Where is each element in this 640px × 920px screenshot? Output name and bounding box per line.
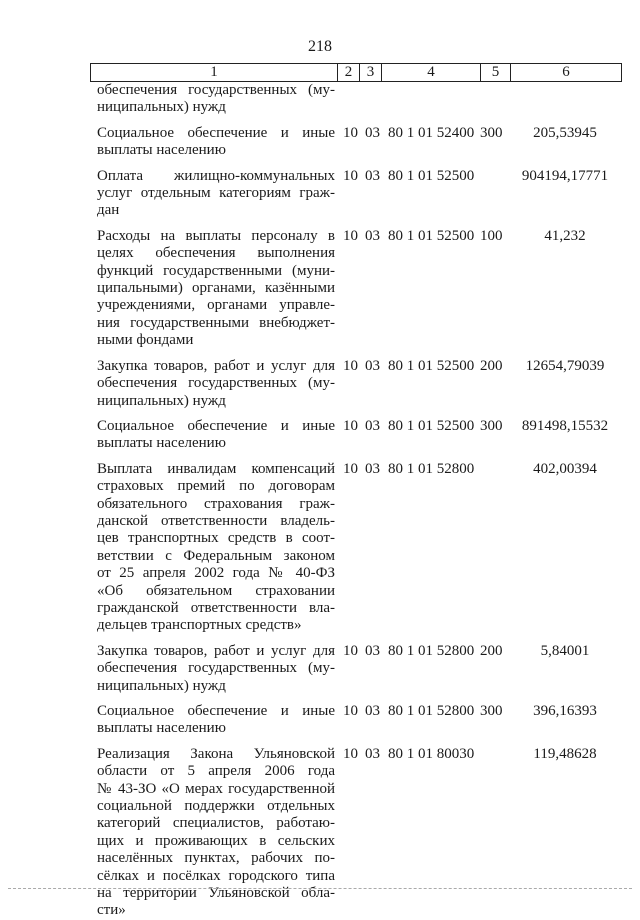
table-row — [0, 358, 640, 410]
row-description — [97, 461, 335, 635]
header-col-2: 2 — [338, 64, 360, 82]
table-body — [0, 82, 640, 920]
subsection-code: 03 — [365, 417, 380, 434]
description-line: сёлках и посёлках городского типа — [97, 867, 335, 884]
table-row — [0, 643, 640, 695]
expense-type-code: 100 — [480, 227, 503, 244]
table-row — [0, 125, 640, 160]
description-line: целях обеспечения выполнения — [97, 245, 335, 262]
description-line: услуг отдельным категориям граж- — [97, 185, 335, 202]
target-article-code: 80 1 01 52500 — [388, 357, 475, 374]
description-line: ципальными) органами, казёнными — [97, 280, 335, 297]
section-code: 10 — [343, 745, 358, 762]
subsection-code: 03 — [365, 460, 380, 477]
target-article-code: 80 1 01 52500 — [388, 227, 475, 244]
description-line: обязательного страхования граж- — [97, 495, 335, 512]
description-line: социальной поддержки отдельных — [97, 798, 335, 815]
description-line: функций государственными (муни- — [97, 262, 335, 279]
description-line: учреждениями, органами управле- — [97, 297, 335, 314]
expense-type-code: 200 — [480, 357, 503, 374]
description-line: ниципальных) нужд — [97, 392, 226, 409]
expense-type-code: 300 — [480, 703, 503, 719]
section-code: 10 — [343, 417, 358, 434]
table-row — [0, 746, 640, 920]
description-line: цев транспортных средств в соот- — [97, 530, 335, 547]
row-description — [97, 358, 335, 410]
description-line: обеспечения государственных (му- — [97, 82, 335, 98]
subsection-code: 03 — [365, 227, 380, 244]
description-line: Реализация Закона Ульяновской — [97, 745, 335, 762]
target-article-code: 80 1 01 52800 — [388, 703, 475, 719]
amount: 396,16393 — [533, 703, 597, 719]
row-description — [97, 746, 335, 920]
description-line: обеспечения государственных (му- — [97, 375, 335, 392]
section-code: 10 — [343, 642, 358, 659]
description-line: обеспечения государственных (му- — [97, 660, 335, 677]
subsection-code: 03 — [365, 703, 380, 719]
amount: 402,00394 — [533, 460, 597, 477]
target-article-code: 80 1 01 52500 — [388, 417, 475, 434]
description-line: категорий специалистов, работаю- — [97, 815, 335, 832]
description-line: дельцев транспортных средств» — [97, 617, 302, 634]
row-description — [97, 125, 335, 160]
description-line: Оплата жилищно-коммунальных — [97, 167, 335, 184]
section-code: 10 — [343, 460, 358, 477]
amount: 891498,15532 — [521, 417, 609, 434]
table-row — [0, 461, 640, 635]
amount: 12654,79039 — [525, 357, 605, 374]
subsection-code: 03 — [365, 357, 380, 374]
row-description — [97, 168, 335, 220]
description-line: Закупка товаров, работ и услуг для — [97, 357, 335, 374]
page-number: 218 — [308, 38, 332, 55]
header-col-3: 3 — [360, 64, 382, 82]
description-line: выплаты населению — [97, 142, 226, 159]
amount: 41,232 — [544, 227, 586, 244]
table-row — [0, 82, 640, 117]
description-line: гражданской ответственности вла- — [97, 599, 335, 616]
description-line: щих и проживающих в сельских — [97, 832, 335, 849]
target-article-code: 80 1 01 52800 — [388, 642, 475, 659]
target-article-code: 80 1 01 52800 — [388, 460, 475, 477]
description-line: Расходы на выплаты персоналу в — [97, 227, 335, 244]
description-line: от 25 апреля 2002 года № 40-ФЗ — [97, 565, 335, 582]
section-code: 10 — [343, 227, 358, 244]
subsection-code: 03 — [365, 642, 380, 659]
section-code: 10 — [343, 357, 358, 374]
description-line: «Об обязательном страховании — [97, 582, 335, 599]
header-col-1: 1 — [91, 64, 338, 82]
section-code: 10 — [343, 703, 358, 719]
description-line: Закупка товаров, работ и услуг для — [97, 642, 335, 659]
header-col-6: 6 — [511, 64, 622, 82]
row-description — [97, 643, 335, 695]
page-bottom-edge — [8, 888, 632, 889]
description-line: Социальное обеспечение и иные — [97, 124, 335, 141]
description-line: на территории Ульяновской обла- — [97, 885, 335, 902]
expense-type-code: 300 — [480, 124, 503, 141]
description-line: ния государственными внебюджет- — [97, 314, 335, 331]
description-line: ными фондами — [97, 332, 194, 349]
row-description — [97, 228, 335, 350]
header-col-5: 5 — [481, 64, 511, 82]
amount: 119,48628 — [533, 745, 597, 762]
subsection-code: 03 — [365, 124, 380, 141]
table-row — [0, 168, 640, 220]
description-line: ветствии с Федеральным законом — [97, 547, 335, 564]
table-header — [90, 63, 622, 82]
section-code: 10 — [343, 167, 358, 184]
target-article-code: 80 1 01 52400 — [388, 124, 475, 141]
target-article-code: 80 1 01 80030 — [388, 745, 475, 762]
section-code: 10 — [343, 124, 358, 141]
description-line: Социальное обеспечение и иные — [97, 703, 335, 719]
row-description — [97, 418, 335, 453]
description-line: сти» — [97, 902, 126, 919]
amount: 904194,17771 — [521, 167, 609, 184]
table-row — [0, 228, 640, 350]
description-line: страховых премий по договорам — [97, 478, 335, 495]
description-line: населённых пунктах, рабочих по- — [97, 850, 335, 867]
description-line: выплаты населению — [97, 435, 226, 452]
expense-type-code: 200 — [480, 642, 503, 659]
target-article-code: 80 1 01 52500 — [388, 167, 475, 184]
description-line: № 43-ЗО «О мерах государственной — [97, 780, 335, 797]
subsection-code: 03 — [365, 745, 380, 762]
description-line: области от 5 апреля 2006 года — [97, 763, 335, 780]
description-line: Социальное обеспечение и иные — [97, 417, 335, 434]
description-line: Выплата инвалидам компенсаций — [97, 460, 335, 477]
description-line: ниципальных) нужд — [97, 99, 226, 116]
amount: 205,53945 — [533, 124, 597, 141]
row-description — [97, 82, 335, 117]
description-line: данской ответственности владель- — [97, 512, 335, 529]
amount: 5,84001 — [540, 642, 590, 659]
description-line: ниципальных) нужд — [97, 677, 226, 694]
subsection-code: 03 — [365, 167, 380, 184]
table-row — [0, 703, 640, 738]
expense-type-code: 300 — [480, 417, 503, 434]
table-row — [0, 418, 640, 453]
description-line: выплаты населению — [97, 720, 226, 737]
header-col-4: 4 — [382, 64, 481, 82]
row-description — [97, 703, 335, 738]
description-line: дан — [97, 202, 120, 219]
